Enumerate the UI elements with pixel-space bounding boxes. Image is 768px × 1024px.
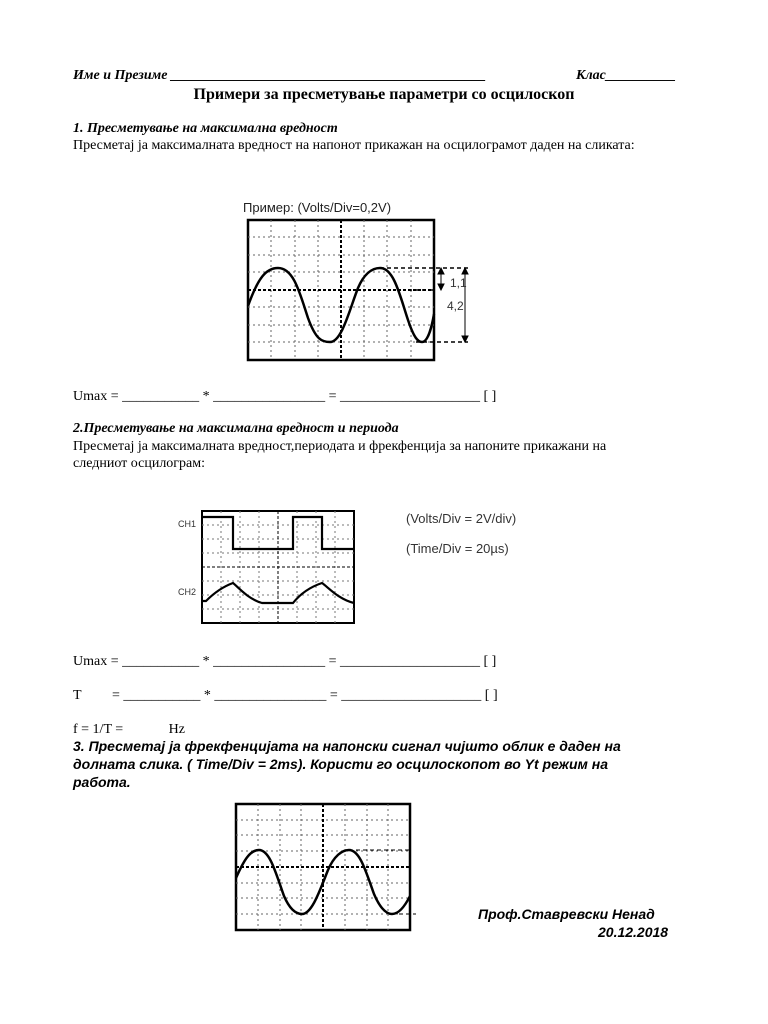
scope2-ch1-label: CH1 (178, 519, 197, 529)
oscilloscope-3 (232, 800, 418, 934)
section3-line1: 3. Пресметај ја фрекфенцијата на напонски сигнал чијшто облик е даден на (73, 738, 621, 754)
scope1-caption: Пример: (Volts/Div=0,2V) (243, 200, 392, 215)
section1-heading: 1. Пресметување на максимална вредност (73, 121, 338, 136)
section2-text-line2: следниот осцилограм: (73, 456, 206, 471)
section2-text-line1: Пресметај ја максималната вредност,периодата и фрекфенција за напоните прикажани на (73, 439, 607, 454)
time-div-label: (Time/Div = 20µs) (406, 541, 509, 556)
section2-formula-t-label: T (73, 688, 82, 703)
section3-line3: работа. (73, 774, 131, 790)
oscilloscope-2 (176, 507, 362, 627)
scope2-ch2-label: CH2 (178, 587, 197, 597)
footer-date: 20.12.2018 (598, 924, 669, 940)
scope1-label-big: 4,2 (447, 299, 464, 313)
scope1-label-small: 1,1 (450, 276, 467, 290)
section2-heading: 2.Пресметување на максимална вредност и периода (73, 421, 399, 436)
section2-formula-f: f = 1/T = Hz (73, 722, 185, 737)
section1-text: Пресметај ја максималната вредност на напонот прикажан на осцилограмот даден на сликата: (73, 138, 635, 153)
section1-formula: Umax = ___________ * ________________ = ____________________ [ ] (73, 389, 497, 404)
class-field: Клас__________ (576, 68, 676, 83)
section2-formula-umax: Umax = ___________ * ________________ = ____________________ [ ] (73, 654, 497, 669)
section2-formula-t: = ___________ * ________________ = ____________________ [ ] (112, 688, 498, 703)
section3-line2: долната слика. ( Time/Div = 2ms). Користи го осцилоскопот во Yt режим на (73, 756, 609, 772)
volts-div-label: (Volts/Div = 2V/div) (406, 511, 517, 526)
name-field: Име и Презиме _____________________________________________ (73, 68, 486, 83)
scope2-axes (202, 511, 354, 623)
oscilloscope-1 (240, 216, 480, 364)
scope1-axes (248, 220, 434, 360)
footer-author: Проф.Ставревски Ненад (478, 906, 655, 922)
page-title: Примери за пресметување параметри со осцилоскоп (193, 86, 575, 103)
